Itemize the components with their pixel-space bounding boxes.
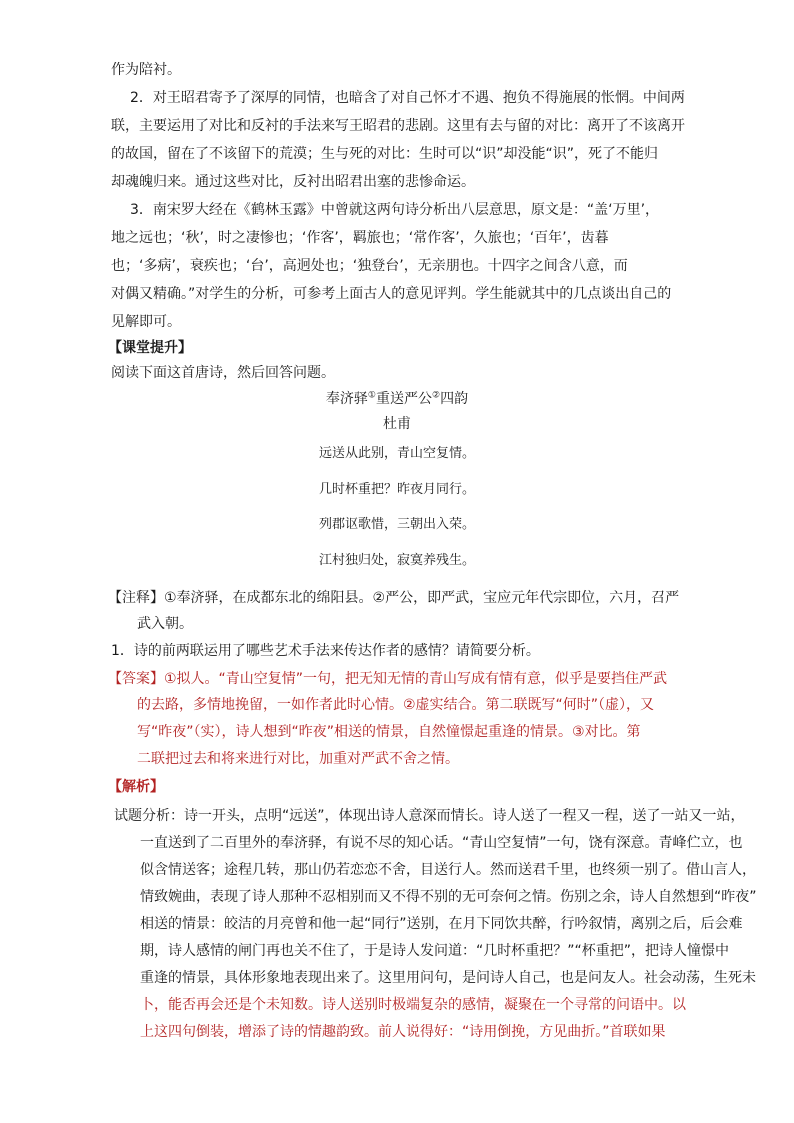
analysis-line: 试题分析：诗一开头，点明“远送”，体现出诗人意深而情长。诗人送了一程又一程，送了一站又一站， bbox=[114, 808, 745, 824]
instruction-text: 阅读下面这首唐诗，然后回答问题。 bbox=[111, 365, 335, 381]
poem-author: 杜甫 bbox=[383, 416, 411, 432]
body-line: 联，主要运用了对比和反衬的手法来写王昭君的悲剧。这里有去与留的对比：离开了不该离开 bbox=[111, 118, 685, 134]
analysis-line: 一直送到了二百里外的奉济驿，有说不尽的知心话。“青山空复情”一句，饶有深意。青峰伫立，也 bbox=[140, 835, 743, 851]
poem-line: 几时杯重把？昨夜月同行。 bbox=[318, 482, 475, 497]
analysis-line: 似含情送客；途程几转，那山仍若恋恋不舍，目送行人。然而送君千里，也终须一别了。借山言人， bbox=[140, 862, 756, 878]
analysis-line: 期，诗人感情的闸门再也关不住了，于是诗人发问道：“几时杯重把？”“杯重把”，把诗人憧憬中 bbox=[140, 943, 730, 959]
analysis-line: 重逢的情景，具体形象地表现出来了。这里用问句，是问诗人自己，也是问友人。社会动荡，生死未 bbox=[140, 970, 756, 986]
section-title: 【课堂提升】 bbox=[108, 340, 192, 356]
poem-title bbox=[0, 389, 794, 409]
body-line: 3．南宋罗大经在《鹤林玉露》中曾就这两句诗分析出八层意思，原文是：“盖‘万里’， bbox=[130, 202, 660, 218]
question-text: 1．诗的前两联运用了哪些艺术手法来传达作者的感情？请简要分析。 bbox=[111, 643, 540, 659]
body-line: 地之远也；‘秋’，时之凄惨也；‘作客’，羁旅也；‘常作客’，久旅也；‘百年’，齿暮 bbox=[111, 230, 609, 246]
answer-line: 的去路，多情地挽留，一如作者此时心情。②虚实结合。第二联既写“何时”（虚），又 bbox=[137, 697, 655, 713]
body-line: 对偶又精确。”对学生的分析，可参考上面古人的意见评判。学生能就其中的几点谈出自己的 bbox=[111, 286, 672, 302]
analysis-title: 【解析】 bbox=[108, 779, 164, 795]
poem-title-part: 四韵 bbox=[440, 391, 469, 407]
footnote-marker: ① bbox=[367, 390, 376, 401]
poem-line: 江村独归处，寂寞养残生。 bbox=[318, 553, 475, 568]
analysis-line: 卜，能否再会还是个未知数。诗人送别时极端复杂的感情，凝聚在一个寻常的问语中。以 bbox=[140, 997, 686, 1013]
footnote-marker: ② bbox=[432, 390, 441, 401]
notes-line: 【注释】①奉济驿，在成都东北的绵阳县。②严公，即严武，宝应元年代宗即位，六月，召严 bbox=[108, 590, 680, 606]
body-line: 作为陪衬。 bbox=[111, 62, 181, 78]
body-line: 2．对王昭君寄予了深厚的同情，也暗含了对自己怀才不遇、抱负不得施展的怅惘。中间两 bbox=[130, 90, 685, 106]
body-line: 也；‘多病’，衰疾也；‘台’，高迥处也；‘独登台’，无亲朋也。十四字之间含八意，而 bbox=[111, 258, 628, 274]
poem-line: 远送从此别，青山空复情。 bbox=[318, 446, 475, 461]
poem-title-part: 重送严公 bbox=[376, 391, 432, 407]
body-line: 见解即可。 bbox=[111, 314, 181, 330]
analysis-line: 相送的情景：皎洁的月亮曾和他一起“同行”送别，在月下同饮共醉，行吟叙情，离别之后，后会难 bbox=[140, 916, 743, 932]
body-line: 的故国，留在了不该留下的荒漠；生与死的对比：生时可以“识”却没能“识”，死了不能归 bbox=[111, 146, 659, 162]
body-line: 却魂魄归来。通过这些对比，反衬出昭君出塞的悲惨命运。 bbox=[111, 174, 475, 190]
analysis-line: 情致婉曲，表现了诗人那种不忍相别而又不得不别的无可奈何之情。伤别之余，诗人自然想到“昨夜” bbox=[140, 889, 757, 905]
poem-line: 列郡讴歌惜，三朝出入荣。 bbox=[318, 517, 475, 532]
notes-line: 武入朝。 bbox=[137, 616, 193, 632]
answer-line: 写“昨夜”（实），诗人想到“昨夜”相送的情景，自然憧憬起重逢的情景。③对比。第 bbox=[137, 724, 641, 740]
poem-title-part: 奉济驿 bbox=[325, 391, 368, 407]
answer-line: 【答案】①拟人。“青山空复情”一句，把无知无情的青山写成有情有意，似乎是要挡住严武 bbox=[108, 671, 668, 687]
answer-line: 二联把过去和将来进行对比，加重对严武不舍之情。 bbox=[137, 751, 459, 767]
analysis-line: 上这四句倒装，增添了诗的情趣韵致。前人说得好：“诗用倒挽，方见曲折。”首联如果 bbox=[140, 1024, 666, 1040]
